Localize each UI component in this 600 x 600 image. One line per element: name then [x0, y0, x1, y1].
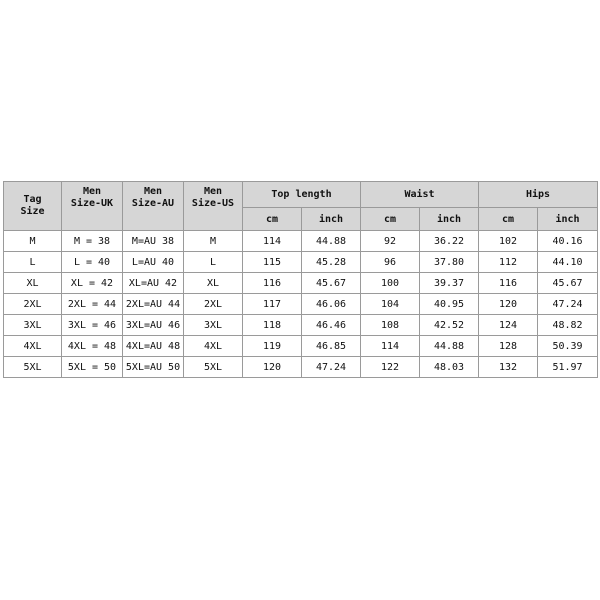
- header-tag-size-line1: Tag: [23, 194, 42, 205]
- cell-hips-cm: 102: [479, 231, 538, 252]
- cell-top-length-inch: 46.85: [302, 336, 361, 357]
- cell-waist-inch: 44.88: [420, 336, 479, 357]
- cell-hips-inch: 47.24: [538, 294, 598, 315]
- cell-tag-size: XL: [4, 273, 62, 294]
- cell-size-us: 2XL: [184, 294, 243, 315]
- cell-size-uk: 4XL = 48: [62, 336, 123, 357]
- header-top-length-cm: cm: [243, 208, 302, 231]
- cell-hips-cm: 120: [479, 294, 538, 315]
- table-row: [4, 231, 598, 252]
- cell-waist-cm: 104: [361, 294, 420, 315]
- cell-size-uk: M = 38: [62, 231, 123, 252]
- cell-size-us: 5XL: [184, 357, 243, 378]
- cell-top-length-cm: 116: [243, 273, 302, 294]
- cell-tag-size: M: [4, 231, 62, 252]
- cell-waist-cm: 108: [361, 315, 420, 336]
- cell-size-us: 3XL: [184, 315, 243, 336]
- cell-hips-inch: 48.82: [538, 315, 598, 336]
- cell-size-au: 4XL=AU 48: [123, 336, 184, 357]
- cell-top-length-cm: 117: [243, 294, 302, 315]
- header-men-size-au-line2: Size-AU: [131, 198, 175, 209]
- cell-top-length-cm: 115: [243, 252, 302, 273]
- cell-size-uk: L = 40: [62, 252, 123, 273]
- cell-size-au: 3XL=AU 46: [123, 315, 184, 336]
- cell-size-uk: 5XL = 50: [62, 357, 123, 378]
- header-men-size-us: [184, 182, 243, 231]
- cell-hips-inch: 51.97: [538, 357, 598, 378]
- cell-hips-inch: 44.10: [538, 252, 598, 273]
- cell-size-au: M=AU 38: [123, 231, 184, 252]
- header-men-size-uk-line1: Men: [82, 186, 102, 197]
- cell-hips-inch: 40.16: [538, 231, 598, 252]
- cell-size-uk: 3XL = 46: [62, 315, 123, 336]
- cell-size-au: L=AU 40: [123, 252, 184, 273]
- table-row: [4, 336, 598, 357]
- cell-waist-cm: 122: [361, 357, 420, 378]
- cell-size-uk: XL = 42: [62, 273, 123, 294]
- cell-tag-size: 3XL: [4, 315, 62, 336]
- cell-hips-inch: 45.67: [538, 273, 598, 294]
- header-hips-inch: inch: [538, 208, 598, 231]
- cell-waist-cm: 100: [361, 273, 420, 294]
- cell-size-us: L: [184, 252, 243, 273]
- cell-top-length-inch: 46.46: [302, 315, 361, 336]
- cell-waist-inch: 42.52: [420, 315, 479, 336]
- cell-top-length-cm: 119: [243, 336, 302, 357]
- header-men-size-uk: [62, 182, 123, 231]
- cell-top-length-inch: 44.88: [302, 231, 361, 252]
- cell-size-uk: 2XL = 44: [62, 294, 123, 315]
- header-men-size-us-line1: Men: [203, 186, 223, 197]
- cell-waist-inch: 48.03: [420, 357, 479, 378]
- cell-tag-size: 4XL: [4, 336, 62, 357]
- header-men-size-au-line1: Men: [143, 186, 163, 197]
- cell-hips-cm: 124: [479, 315, 538, 336]
- cell-top-length-cm: 120: [243, 357, 302, 378]
- cell-top-length-cm: 118: [243, 315, 302, 336]
- header-tag-size: [4, 182, 62, 231]
- cell-size-us: XL: [184, 273, 243, 294]
- cell-waist-inch: 36.22: [420, 231, 479, 252]
- cell-top-length-cm: 114: [243, 231, 302, 252]
- cell-tag-size: 2XL: [4, 294, 62, 315]
- cell-hips-cm: 128: [479, 336, 538, 357]
- table-row: [4, 252, 598, 273]
- cell-size-au: XL=AU 42: [123, 273, 184, 294]
- cell-tag-size: 5XL: [4, 357, 62, 378]
- table-row: [4, 294, 598, 315]
- table-header: [4, 182, 598, 231]
- cell-top-length-inch: 45.28: [302, 252, 361, 273]
- table-body: [4, 231, 598, 378]
- header-waist-cm: cm: [361, 208, 420, 231]
- table-row: [4, 273, 598, 294]
- cell-hips-cm: 112: [479, 252, 538, 273]
- cell-waist-inch: 37.80: [420, 252, 479, 273]
- header-top-length: Top length: [243, 182, 361, 208]
- header-top-length-inch: inch: [302, 208, 361, 231]
- cell-hips-inch: 50.39: [538, 336, 598, 357]
- cell-top-length-inch: 45.67: [302, 273, 361, 294]
- cell-top-length-inch: 46.06: [302, 294, 361, 315]
- cell-hips-cm: 116: [479, 273, 538, 294]
- header-men-size-au: [123, 182, 184, 231]
- cell-waist-inch: 40.95: [420, 294, 479, 315]
- header-hips: Hips: [479, 182, 598, 208]
- table-row: [4, 357, 598, 378]
- header-men-size-us-line2: Size-US: [191, 198, 235, 209]
- cell-top-length-inch: 47.24: [302, 357, 361, 378]
- header-row-main: [4, 182, 598, 208]
- cell-waist-inch: 39.37: [420, 273, 479, 294]
- header-hips-cm: cm: [479, 208, 538, 231]
- cell-hips-cm: 132: [479, 357, 538, 378]
- cell-size-us: 4XL: [184, 336, 243, 357]
- size-chart-table: [3, 181, 598, 378]
- cell-waist-cm: 96: [361, 252, 420, 273]
- header-waist-inch: inch: [420, 208, 479, 231]
- cell-tag-size: L: [4, 252, 62, 273]
- header-men-size-uk-line2: Size-UK: [70, 198, 114, 209]
- cell-waist-cm: 92: [361, 231, 420, 252]
- cell-size-au: 5XL=AU 50: [123, 357, 184, 378]
- table-row: [4, 315, 598, 336]
- header-tag-size-line2: Size: [20, 206, 45, 217]
- cell-waist-cm: 114: [361, 336, 420, 357]
- cell-size-us: M: [184, 231, 243, 252]
- header-waist: Waist: [361, 182, 479, 208]
- cell-size-au: 2XL=AU 44: [123, 294, 184, 315]
